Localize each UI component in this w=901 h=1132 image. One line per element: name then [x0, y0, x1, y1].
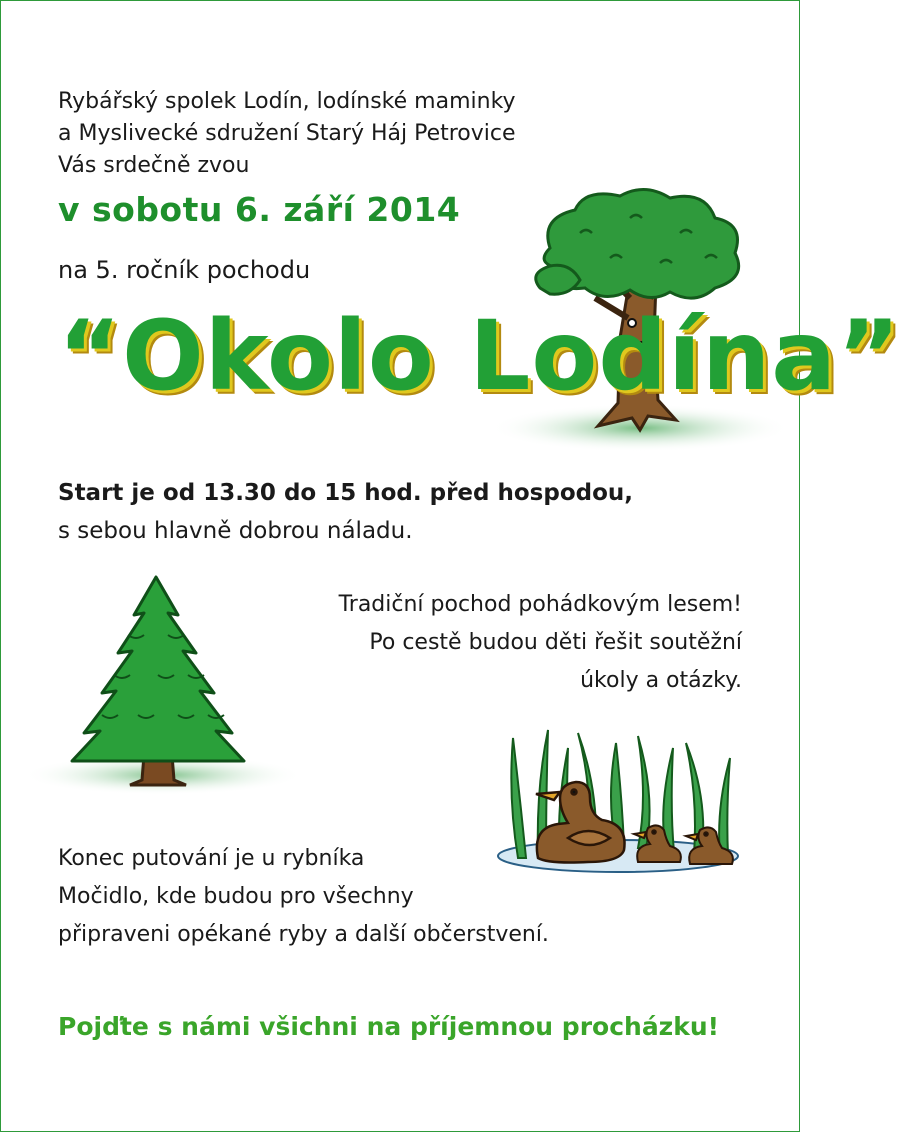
spruce-tree-icon — [18, 575, 308, 795]
intro-line-association: a Myslivecké sdružení Starý Háj Petrovice — [58, 121, 516, 146]
description-line-2: Po cestě budou děti řešit soutěžní — [369, 630, 742, 655]
intro-line-invitation: Vás srdečně zvou — [58, 153, 250, 178]
start-info — [58, 474, 633, 550]
intro-text — [58, 86, 516, 182]
event-title: “Okolo Lodína” — [58, 300, 901, 412]
ending-line-3: připraveni opékané ryby a další občerstvení. — [58, 922, 549, 947]
ending-line-1: Konec putování je u rybníka — [58, 846, 365, 871]
start-time-line: Start je od 13.30 do 15 hod. před hospodou, — [58, 480, 633, 506]
edition-line: na 5. ročník pochodu — [58, 256, 311, 284]
start-mood-line: s sebou hlavně dobrou náladu. — [58, 518, 413, 544]
walk-description — [339, 586, 742, 700]
intro-line-organizers: Rybářský spolek Lodín, lodínské maminky — [58, 89, 516, 114]
event-date: v sobotu 6. září 2014 — [58, 190, 461, 229]
ending-line-2: Močidlo, kde budou pro všechny — [58, 884, 414, 909]
description-line-1: Tradiční pochod pohádkovým lesem! — [338, 592, 742, 617]
ending-info — [58, 840, 549, 954]
call-to-action: Pojďte s námi všichni na příjemnou procházku! — [58, 1012, 720, 1041]
description-line-3: úkoly a otázky. — [580, 668, 742, 693]
